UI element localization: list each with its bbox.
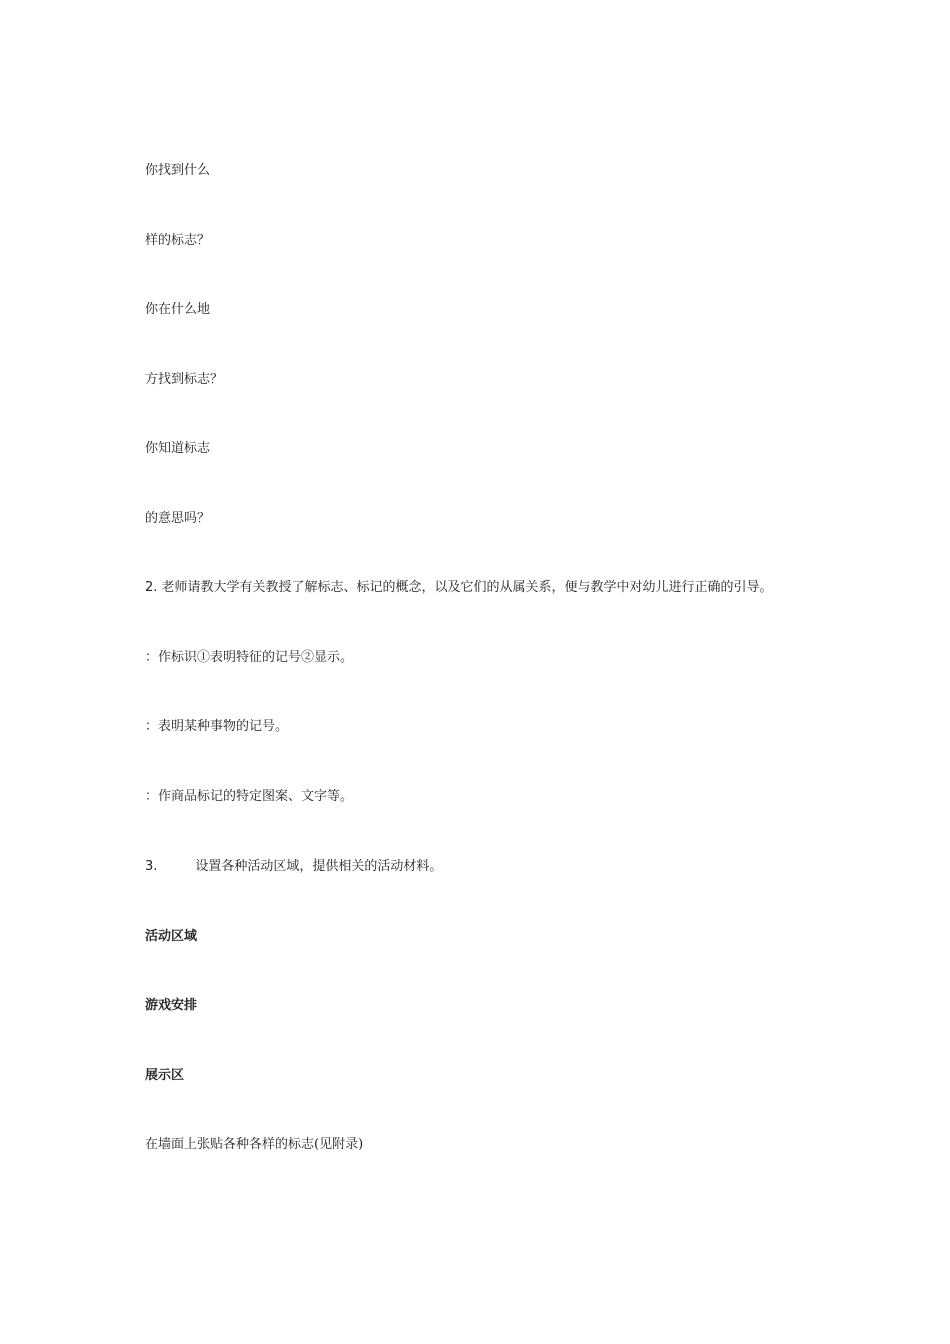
question-line-4: 方找到标志？ — [145, 372, 224, 387]
definition-line-1: ：作标识①表明特征的记号②显示。 — [145, 650, 354, 665]
heading-display-area: 展示区 — [145, 1068, 185, 1083]
question-line-6: 的意思吗？ — [145, 511, 211, 526]
question-line-5: 你知道标志 — [145, 441, 211, 456]
heading-game-arrangement: 游戏安排 — [145, 998, 198, 1013]
item-3-paragraph — [145, 858, 442, 876]
question-line-3: 你在什么地 — [145, 302, 211, 317]
heading-activity-area: 活动区域 — [145, 929, 198, 944]
item-2-paragraph — [145, 579, 773, 597]
item-3-text: 设置各种活动区域，提供相关的活动材料。 — [195, 859, 443, 874]
question-line-1: 你找到什么 — [145, 163, 211, 178]
item-2-text: 老师请教大学有关教授了解标志、标记的概念，以及它们的从属关系，便与教学中对幼儿进行正确的引导。 — [161, 580, 773, 595]
item-3-number: 3. — [145, 859, 158, 874]
display-area-description: 在墙面上张贴各种各样的标志(见附录) — [145, 1137, 364, 1152]
definition-line-2: ：表明某种事物的记号。 — [145, 719, 289, 734]
definition-line-3: ：作商品标记的特定图案、文字等。 — [145, 789, 354, 804]
question-line-2: 样的标志？ — [145, 233, 211, 248]
item-2-number: 2. — [145, 580, 158, 595]
